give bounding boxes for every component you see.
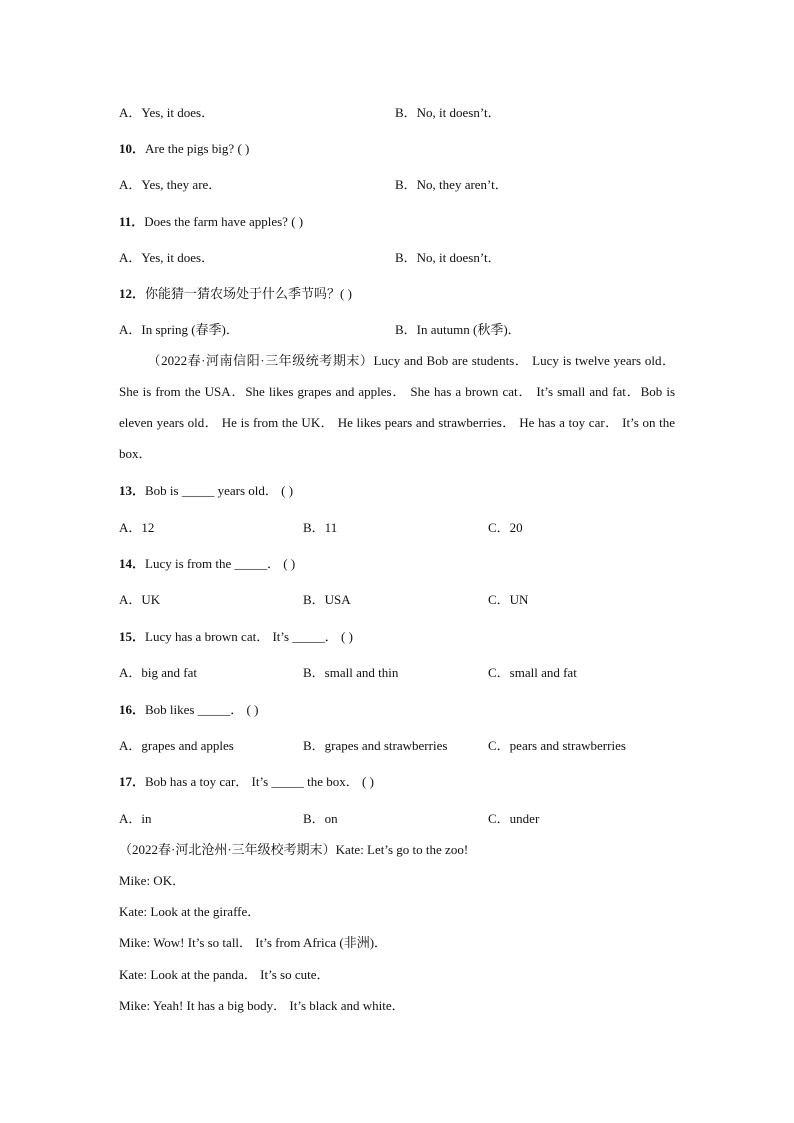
option-b: B．No, they aren’t． [395, 177, 508, 192]
option-b: B．small and thin [303, 665, 399, 680]
dialog-line: Mike: OK． [119, 873, 186, 888]
option-c: C．under [488, 811, 540, 826]
question-number: 12． [119, 286, 146, 301]
question-text: Does the farm have apples? ( ) [144, 214, 304, 229]
option-a: A．Yes, it does． [119, 105, 215, 120]
question-text: Bob likes _____． ( ) [145, 702, 259, 717]
option-c: C．20 [488, 520, 523, 535]
question-text: Lucy has a brown cat． It’s _____． ( ) [145, 629, 353, 644]
question-11 [119, 213, 303, 231]
option-a: A．In spring (春季)． [119, 322, 239, 337]
passage-text: （2022春·河南信阳·三年级统考期末）Lucy and Bob are students． Lucy is twelve years old． She is from the USA．She likes grapes and apples． She has a brown cat． It’s small and fat．Bob is eleven years old． He is from the UK． He likes pears and strawberries． He has a toy car． It’s on the box． [119, 353, 675, 461]
option-b: B．on [303, 811, 338, 826]
dialog-line: （2022春·河北沧州·三年级校考期末）Kate: Let’s go to the zoo! [119, 842, 469, 857]
option-c: C．UN [488, 592, 529, 607]
question-15 [119, 628, 353, 646]
question-number: 10． [119, 141, 146, 156]
option-a: A．UK [119, 592, 161, 607]
question-10 [119, 140, 249, 158]
question-number: 14． [119, 556, 146, 571]
question-12 [119, 285, 352, 303]
dialog-line: Mike: Wow! It’s so tall． It’s from Africa (非洲)． [119, 935, 388, 950]
option-a: A．12 [119, 520, 155, 535]
question-number: 17． [119, 774, 146, 789]
option-a: A．in [119, 811, 152, 826]
option-b: B．USA [303, 592, 351, 607]
question-text: 你能猜一猜农场处于什么季节吗？( ) [145, 286, 352, 301]
option-b: B．In autumn (秋季)． [395, 322, 521, 337]
question-text: Lucy is from the _____． ( ) [145, 556, 296, 571]
question-14 [119, 555, 295, 573]
question-number: 11． [119, 214, 145, 229]
question-number: 13． [119, 483, 146, 498]
option-c: C．pears and strawberries [488, 738, 626, 753]
option-b: B．11 [303, 520, 338, 535]
question-number: 15． [119, 629, 146, 644]
option-b: B．No, it doesn’t． [395, 250, 501, 265]
dialog-line: Kate: Look at the panda． It’s so cute． [119, 967, 330, 982]
option-c: C．small and fat [488, 665, 577, 680]
option-a: A．Yes, it does． [119, 250, 215, 265]
question-text: Bob has a toy car． It’s _____ the box． ( ) [145, 774, 374, 789]
question-text: Bob is _____ years old． ( ) [145, 483, 294, 498]
question-16 [119, 701, 258, 719]
option-b: B．grapes and strawberries [303, 738, 448, 753]
question-13 [119, 482, 293, 500]
option-a: A．grapes and apples [119, 738, 234, 753]
question-number: 16． [119, 702, 146, 717]
dialog-line: Mike: Yeah! It has a big body． It’s black and white． [119, 998, 405, 1013]
option-b: B．No, it doesn’t． [395, 105, 501, 120]
option-a: A．big and fat [119, 665, 197, 680]
reading-passage [119, 345, 675, 469]
option-a: A．Yes, they are． [119, 177, 222, 192]
question-text: Are the pigs big? ( ) [145, 141, 250, 156]
question-17 [119, 773, 374, 791]
dialog-line: Kate: Look at the giraffe． [119, 904, 261, 919]
